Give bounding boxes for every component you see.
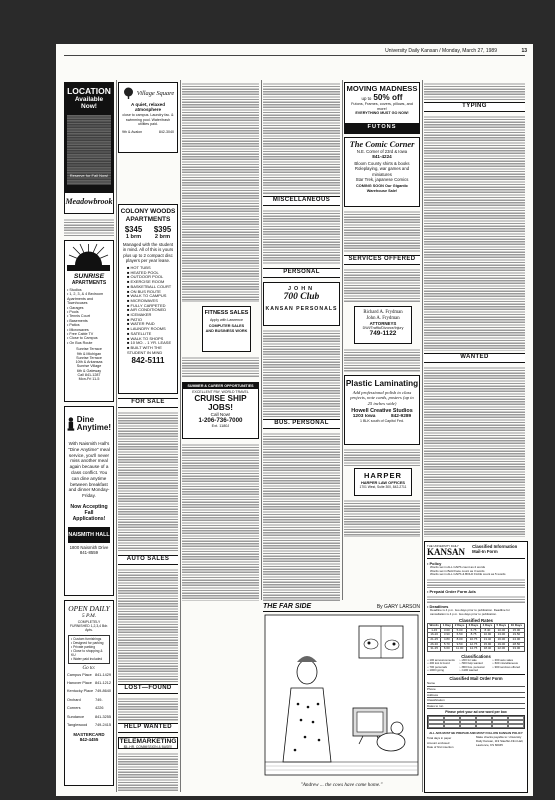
colony-feature: ■ FULLY CARPETED [127, 302, 166, 308]
form-amount[interactable]: Amount enclosed [427, 740, 450, 745]
word-box[interactable] [460, 724, 476, 728]
colony-unit-2: 2 brm [154, 234, 171, 241]
harper-title: HARPER [363, 471, 403, 480]
lost-found-header: LOST—FOUND [118, 684, 178, 694]
moving-items: Futons, Frames, covers, pillows, and more! [351, 102, 413, 111]
naismith-title: Dine Anytime! [76, 415, 111, 432]
form-policy-lines [427, 566, 525, 577]
village-square-ad [118, 82, 178, 153]
form-prepaid-text [427, 595, 525, 603]
rates-cell: 12.75 [467, 642, 481, 647]
colony-phone: 842-5111 [131, 356, 165, 366]
category-checkbox[interactable]: □ 700 personals [427, 664, 448, 669]
village-square-phone: 842-3040 [158, 129, 174, 134]
colony-feature: ■ WALK TO CAMPUS [127, 293, 167, 299]
colony-woods-title: COLONY WOODS APARTMENTS [120, 208, 176, 223]
sunrise-amenity: • Microwaves [67, 327, 89, 332]
colony-price-2: $395 [153, 225, 172, 235]
rates-cell: 16.00 [494, 638, 508, 643]
column-4-listings [263, 82, 340, 194]
word-box[interactable] [476, 724, 492, 728]
lost-found-listings [118, 697, 178, 721]
place-phone: 841-1429 [94, 672, 111, 677]
rates-cell: 31-35 [428, 647, 441, 652]
comic-corner-phone: 841-4224 [372, 154, 392, 159]
open-daily-ad [64, 600, 114, 786]
auto-sales-header: AUTO SALES [118, 555, 178, 565]
sunrise-icon [65, 241, 112, 273]
rates-cell: 1-15 [428, 628, 441, 633]
rates-cell: 6.75 [467, 628, 481, 633]
rates-cell: 5.70 [441, 642, 453, 647]
form-order-fields [427, 681, 525, 709]
form-categories [427, 659, 525, 673]
sunrise-amenity: • Garages [67, 305, 84, 310]
laminating-title: Plastic Laminating [345, 379, 419, 388]
colony-feature: ■ SATELLITE [127, 330, 152, 336]
for-sale-listings [118, 411, 178, 551]
word-box[interactable] [444, 724, 460, 728]
sunrise-amenity: • Studios [67, 288, 82, 292]
place-phone: 749-2415 [94, 723, 111, 727]
rates-header-cell: 4 Days [480, 624, 494, 629]
naismith-logo: NAISMITH HALL [68, 527, 110, 543]
club-title: 700 Club [283, 292, 320, 302]
form-policy-text [427, 578, 525, 588]
rates-row [428, 647, 525, 652]
open-daily-feature: • Water paid included [71, 657, 103, 662]
rates-cell: 10.00 [494, 628, 508, 633]
naismith-accepting: Now Accepting Fall Applications! [70, 503, 108, 522]
policy-line: Words set in ALL CAPS count as 2 words [430, 565, 486, 569]
plastic-laminating-ad [344, 375, 420, 445]
word-box[interactable] [508, 724, 524, 728]
open-daily-place [67, 721, 111, 729]
open-daily-place [67, 679, 111, 687]
harper-addr: 1701 West, Suite 300, 842-2711 [359, 485, 407, 489]
cruise-call: Call Now! [210, 412, 231, 417]
sunrise-terrace-addr-2: 10th & Arkansas [75, 360, 103, 365]
column-5-listings [344, 210, 420, 252]
telemarketing-ad [118, 737, 178, 749]
comic-corner-lines [345, 159, 419, 184]
place-name: Tanglewood [67, 723, 88, 727]
fitness-sales-sub-2: COMPUTER SALES AND BUSINESS WORK [205, 324, 248, 333]
column-5-listings-4 [344, 499, 420, 537]
rates-cell: 33.00 [508, 647, 524, 652]
moving-discount: 50% off [373, 93, 403, 103]
place-name: Kentucky Place [67, 689, 94, 694]
form-order-title: Classified Mail Order Form [427, 674, 525, 681]
order-field[interactable]: Name [427, 681, 525, 687]
cruise-title: CRUISE SHIP JOBS! [194, 394, 247, 412]
miscellaneous-listings [263, 209, 340, 265]
rates-cell: 13.00 [494, 633, 508, 638]
rates-cell: 8.40 [480, 628, 494, 633]
attorney-title: ATTORNEYS [369, 321, 397, 327]
tree-icon [122, 87, 135, 99]
far-side-drawing [263, 612, 420, 780]
far-side-comic [263, 603, 420, 793]
open-daily-features [68, 635, 110, 664]
colony-feature: ■ WATER PAID [127, 321, 155, 327]
colony-feature: ■ ICEMAKER [127, 312, 152, 318]
laminating-body: Add professional polish to class projects, note cards, posters (up to 25 inches wide) [350, 390, 414, 406]
bus-personal-header: BUS. PERSONAL [263, 419, 340, 429]
colony-feature: ■ BUILT WITH THE STUDENT IN MIND [127, 344, 163, 355]
harper-sub: HARPER LAW OFFICES [360, 480, 406, 485]
colony-feature: ■ HEATED POOL [127, 269, 159, 275]
open-daily-feature: • Private parking [71, 645, 96, 650]
location-subtitle: Available Now! [74, 96, 104, 110]
sunrise-terrace-addr: 9th & Michigan [76, 351, 102, 356]
chef-icon [67, 411, 75, 437]
sunrise-amenity: • Pools [67, 310, 79, 315]
location-ad [64, 82, 114, 214]
village-square-address: 9th & Avalon [122, 129, 143, 134]
colony-feature: ■ PATIO [127, 316, 142, 322]
far-side-byline: By GARY LARSON [376, 604, 420, 610]
category-checkbox[interactable]: □ 1000 typing [427, 668, 444, 673]
place-name: Hanover Place [67, 680, 92, 685]
form-deadline-text: Deadline is 4 p.m. two days prior to publication. Deadline for cancellation is 4 p.m. two days prior to publication. [430, 608, 510, 616]
rates-cell: 26-30 [428, 642, 441, 647]
open-daily-place [67, 696, 111, 713]
help-wanted-listings [118, 752, 178, 792]
form-class-title: Classifications [461, 653, 491, 659]
colony-feature: ■ LAUNDRY ROOMS [127, 326, 166, 332]
open-daily-place [67, 687, 111, 695]
open-daily-goto: Go to: [82, 665, 96, 671]
rates-cell: 16-20 [428, 633, 441, 638]
rates-cell: 21-25 [428, 638, 441, 643]
column-3-listings [182, 82, 259, 302]
category-checkbox[interactable]: □ 900 services offered [492, 664, 520, 669]
attorney-phone: 749-1122 [369, 330, 397, 338]
rates-cell: 6.50 [453, 633, 467, 638]
column-3-listings-3 [182, 443, 259, 601]
laminating-phone: 842-9289 [390, 414, 412, 420]
rates-cell: 13.40 [480, 638, 494, 643]
village-square-tagline: A quiet, relaxed atmosphere [130, 102, 166, 113]
order-field[interactable]: Address [427, 693, 525, 699]
category-checkbox[interactable]: □ 400 lost & found [427, 661, 450, 666]
rates-header-cell: 2 Days [453, 624, 467, 629]
help-wanted-header: HELP WANTED [118, 723, 178, 733]
colony-unit-1: 1 brm [125, 234, 142, 241]
club-tagline: KANSAN PERSONALS [265, 306, 338, 312]
rates-header-cell: 1 Day [442, 623, 451, 628]
sunrise-amenity: • Basements [67, 318, 88, 323]
personal-listings [263, 329, 340, 417]
category-checkbox[interactable]: □ 200 for sale [459, 657, 477, 662]
rates-cell: 14.75 [467, 647, 481, 652]
form-policy-head: • Policy [427, 561, 442, 566]
form-rates-title: Classified Rates [459, 618, 493, 624]
bus-personal-listings [263, 432, 340, 601]
open-daily-sub: COMPLETELY FURNISHED 1,2,3,4 Bdr. Apts. [69, 620, 109, 632]
rates-cell: 3.90 [441, 633, 453, 638]
column-rule [422, 80, 423, 792]
order-field[interactable]: Phone [427, 687, 525, 693]
category-checkbox[interactable]: □ 1100 wanted [459, 668, 478, 673]
rates-cell: 4.80 [441, 638, 453, 643]
telemarketing-lines: $5.-HR. COMMISSION & BASE!! [123, 745, 173, 749]
rates-cell: 5.00 [453, 628, 467, 633]
newspaper-page [56, 44, 533, 796]
place-phone: 749-4226 [95, 697, 104, 711]
form-footer: ALL ADS MUST BE PREPAID AND MUST FOLLOW KANSAN POLICY [429, 731, 523, 736]
colony-feature: ■ AIR CONDITIONED [127, 307, 167, 313]
comic-corner-title: The Comic Corner [349, 140, 415, 149]
moving-up-to: up to [361, 96, 372, 102]
rates-header-cell: Words [428, 624, 441, 629]
word-grid[interactable] [427, 715, 525, 729]
naismith-phone: 841-8559 [79, 549, 99, 555]
comic-corner-line: Roleplaying, war games and miniatures [354, 166, 410, 177]
category-checkbox[interactable]: □ 100 announcements [427, 657, 455, 662]
colony-feature: ■ ON BUS ROUTE [127, 288, 161, 294]
colony-feature: ■ BASKETBALL COURT [127, 283, 172, 289]
colony-feature: ■ HOT TUBS [127, 265, 151, 270]
fitness-sales-sub: Apply with Lawrence [210, 318, 243, 322]
rates-cell: 10.75 [467, 638, 481, 643]
column-5-listings-2 [344, 348, 420, 372]
sunrise-logo [65, 241, 113, 273]
far-side-title: THE FAR SIDE [263, 603, 312, 610]
colony-feature: ■ EXERCISE ROOM [127, 279, 165, 285]
location-details [65, 113, 113, 193]
form-title-right: Classified Information Mail-In Form [472, 544, 518, 554]
place-name: Sundance [67, 714, 85, 719]
place-phone: 841-3255 [94, 714, 111, 719]
rates-cell: 24.00 [508, 638, 524, 643]
category-checkbox[interactable]: □ 600 miscellaneous [492, 661, 518, 666]
form-start-date[interactable]: Date of first insertion [427, 744, 454, 749]
telemarketing-title: TELEMARKETING [119, 738, 177, 745]
form-prepaid-head: • Prepaid Order Form Ads [427, 589, 476, 595]
open-daily-feature: • Close to shopping & KU [71, 649, 103, 658]
column-rule [261, 80, 262, 600]
naismith-address: 1800 Naismith Drive [69, 544, 109, 550]
comic-corner-coming: COMING SOON Our Gigantic Warehouse Sale! [356, 184, 408, 193]
header-rule [64, 55, 525, 56]
personal-header: PERSONAL [263, 268, 340, 278]
open-daily-feature: • Designed for parking [71, 641, 104, 646]
services-offered-header: SERVICES OFFERED [344, 255, 420, 265]
sunrise-terrace-2: Sunrise Terrace [76, 355, 102, 360]
rates-cell: 11.00 [453, 647, 467, 652]
colony-features [119, 265, 177, 355]
comic-corner-line: Star Trek, japanese Comics [355, 176, 409, 182]
attorney-names: Richard A. Frydman John A. Frydman [363, 310, 403, 321]
village-square-name: Village Square [136, 89, 175, 97]
cruise-phone: 1-206-736-7000 [198, 417, 243, 424]
moving-footer: EVERYTHING MUST GO NOW! [355, 111, 409, 116]
word-box[interactable] [428, 724, 444, 728]
column-6-listings [424, 82, 525, 100]
naismith-body: With Naismith Hall's "Dine Anytime" meal service, you'll never miss another meal again because of a class conflict. You can dine anytime between breakfast and dinner Monday-Friday. [68, 441, 110, 499]
rates-cell: 6.60 [441, 647, 453, 652]
open-daily-place [67, 713, 111, 721]
rates-cell: 18.40 [480, 647, 494, 652]
rates-cell: 15.00 [508, 628, 524, 633]
sunrise-terrace: Sunrise Terrace [76, 347, 102, 352]
policy-line: Words set in ALL CAPS & BOLD FACE count as 5 words [430, 572, 506, 577]
rates-cell: 15.90 [480, 642, 494, 647]
open-daily-feature: • Custom furnishings [71, 637, 102, 641]
rates-header-cell: 3 Days [467, 624, 481, 629]
rates-table [427, 623, 525, 652]
laminating-addr: 1203 Iowa [352, 414, 376, 420]
rates-cell: 8.00 [453, 638, 467, 643]
sunrise-amenity: • Patios [67, 323, 80, 328]
form-total-days[interactable]: Total days in paper [427, 736, 452, 741]
form-mail-to: Make checks payable to: University Daily Kansan, 119 Stauffer-Flint Hall, Lawrence, KS 66045 [476, 735, 524, 747]
moving-madness-ad [344, 82, 420, 124]
sunrise-amenity: • 1, 2, 3, & 4 Bedroom Apartments and Townhouses [67, 292, 104, 306]
colony-woods-ad [118, 204, 178, 394]
sunrise-village-addr: 6th & Gateway [76, 368, 102, 373]
sunrise-amenity: • On Bus Route [67, 340, 93, 345]
classified-form [424, 541, 528, 793]
colony-feature: ■ WALK TO SHOPS [127, 335, 164, 341]
column-rule [116, 80, 117, 792]
place-name: Campus Place [67, 672, 92, 677]
rates-cell: 22.00 [494, 647, 508, 652]
meadowbrook-logo: Meadowbrook [65, 197, 113, 206]
location-footer-text [64, 218, 114, 236]
place-name: Orchard Corners [67, 697, 81, 711]
form-title-top: THE UNIVERSITY DAILY [427, 544, 459, 548]
naismith-hall-ad [64, 406, 114, 596]
fitness-sales-ad [202, 306, 251, 352]
form-deadlines-head: • Deadlines [427, 604, 449, 610]
category-checkbox[interactable]: □ 300 auto sales [492, 657, 513, 662]
colony-feature: ■ MICROWAVES [127, 297, 158, 303]
wanted-header: WANTED [424, 353, 525, 363]
rates-header-cell: 5 Days [494, 624, 508, 629]
sunrise-apartments-ad [64, 240, 114, 402]
rates-cell: 8.75 [467, 633, 481, 638]
column-rule [342, 80, 343, 600]
sunrise-hours: Mon-Fri 11-5 [78, 377, 100, 382]
moving-title: MOVING MADNESS [346, 84, 418, 93]
sunrise-phone: Call 841-1287 [77, 373, 101, 378]
sunrise-amenity: • Tennis Court [67, 314, 90, 319]
location-title: LOCATION [67, 86, 111, 96]
cruise-sub: EXCELLENT PAY, WORLD TRAVEL [192, 390, 249, 394]
for-sale-header: FOR SALE [118, 398, 178, 408]
rates-cell: 28.50 [508, 642, 524, 647]
laminating-addr-2: 1 BLK south of Capitol Fed. [360, 419, 404, 424]
category-checkbox[interactable]: □ 800 bus. personal [459, 664, 485, 669]
typing-header: TYPING [424, 102, 525, 112]
village-square-detail: close to campus. Laundry fac. & swimming pool. Water/trash utilities paid. [122, 113, 174, 127]
sunrise-amenities [65, 288, 113, 345]
attorney-ad [354, 306, 412, 344]
colony-pitch: Managed with the student in mind. All of this is yours plus up to 2 compact disc players per year lease. [122, 242, 174, 263]
colony-feature: ■ 10 MO. - 1 YR. LEASE [127, 340, 172, 346]
rates-cell: 19.50 [508, 633, 524, 638]
miscellaneous-header: MISCELLANEOUS [263, 196, 340, 206]
place-phone: 749-8640 [94, 689, 111, 694]
attorney-subtitle: DWI/Traffic/Divorce/Injury [362, 326, 404, 331]
form-title: KANSAN [427, 547, 466, 557]
category-checkbox[interactable]: □ 500 help wanted [459, 661, 483, 666]
rates-cell: 19.00 [494, 642, 508, 647]
harper-ad [354, 468, 412, 496]
comic-corner-ad [344, 137, 420, 207]
comic-corner-addr: N.E. Corner of 23rd & Iowa [356, 149, 408, 154]
open-daily-title: OPEN DAILY [68, 604, 110, 613]
laminating-company: Howell Creative Studios [351, 408, 413, 415]
colony-feature: ■ OUTDOOR POOL [127, 274, 164, 280]
word-box[interactable] [492, 724, 508, 728]
column-5-listings-3 [344, 448, 420, 466]
club-name: JOHN [288, 286, 315, 292]
rates-cell: 9.50 [453, 642, 467, 647]
club-700-ad [263, 282, 340, 326]
rates-cell: 10.90 [480, 633, 494, 638]
page-number: 13 [521, 48, 527, 54]
order-field[interactable]: Classification [427, 698, 525, 704]
sunrise-title-2: APARTMENTS [71, 280, 107, 286]
location-slogan: Reserve for Fall Now! [69, 173, 109, 178]
open-daily-place [67, 671, 111, 679]
masthead-line: University Daily Kansan / Monday, March 27, 1989 [385, 48, 497, 54]
sunrise-title: SUNRISE [73, 273, 105, 280]
place-phone: 841-1212 [94, 680, 111, 685]
sunrise-village: Sunrise Village [76, 364, 102, 369]
cruise-ship-ad [182, 382, 259, 439]
policy-line: Words set in Bold Face count as 3 words [430, 568, 485, 573]
futons-brand: FUTONS [344, 124, 420, 134]
form-print-prompt: Please print your ad one word per box [445, 710, 507, 715]
order-field[interactable]: Dates to run [427, 704, 525, 710]
open-daily-places [65, 671, 113, 730]
sunrise-amenity: • Free Cable TV [67, 332, 94, 337]
fitness-sales-title: FITNESS SALES [204, 310, 249, 316]
far-side-caption: "Andrew ... the cows have come home." [300, 782, 383, 788]
services-offered-listings [344, 268, 420, 302]
cruise-ext: Ext. 1180J [211, 424, 230, 428]
typing-listings [424, 115, 525, 351]
rates-header-cell: 10 Days [508, 624, 524, 629]
comic-corner-line: Bloom County shirts & books [354, 161, 410, 166]
open-daily-main-phone: 842-4455 [79, 737, 99, 743]
auto-sales-listings [118, 568, 178, 682]
colony-price-1: $345 [124, 225, 143, 235]
column-3-listings-2 [182, 356, 259, 378]
cruise-banner: SUMMER & CAREER OPPORTUNITIES [183, 383, 258, 389]
wanted-listings [424, 366, 525, 537]
mastercard-text: MASTERCARD [73, 732, 105, 738]
column-rule [180, 80, 181, 792]
open-daily-hours: 5 P.M. [81, 613, 97, 619]
sunrise-amenity: • Close to Campus [67, 336, 98, 341]
rates-cell: 3.00 [441, 628, 453, 633]
